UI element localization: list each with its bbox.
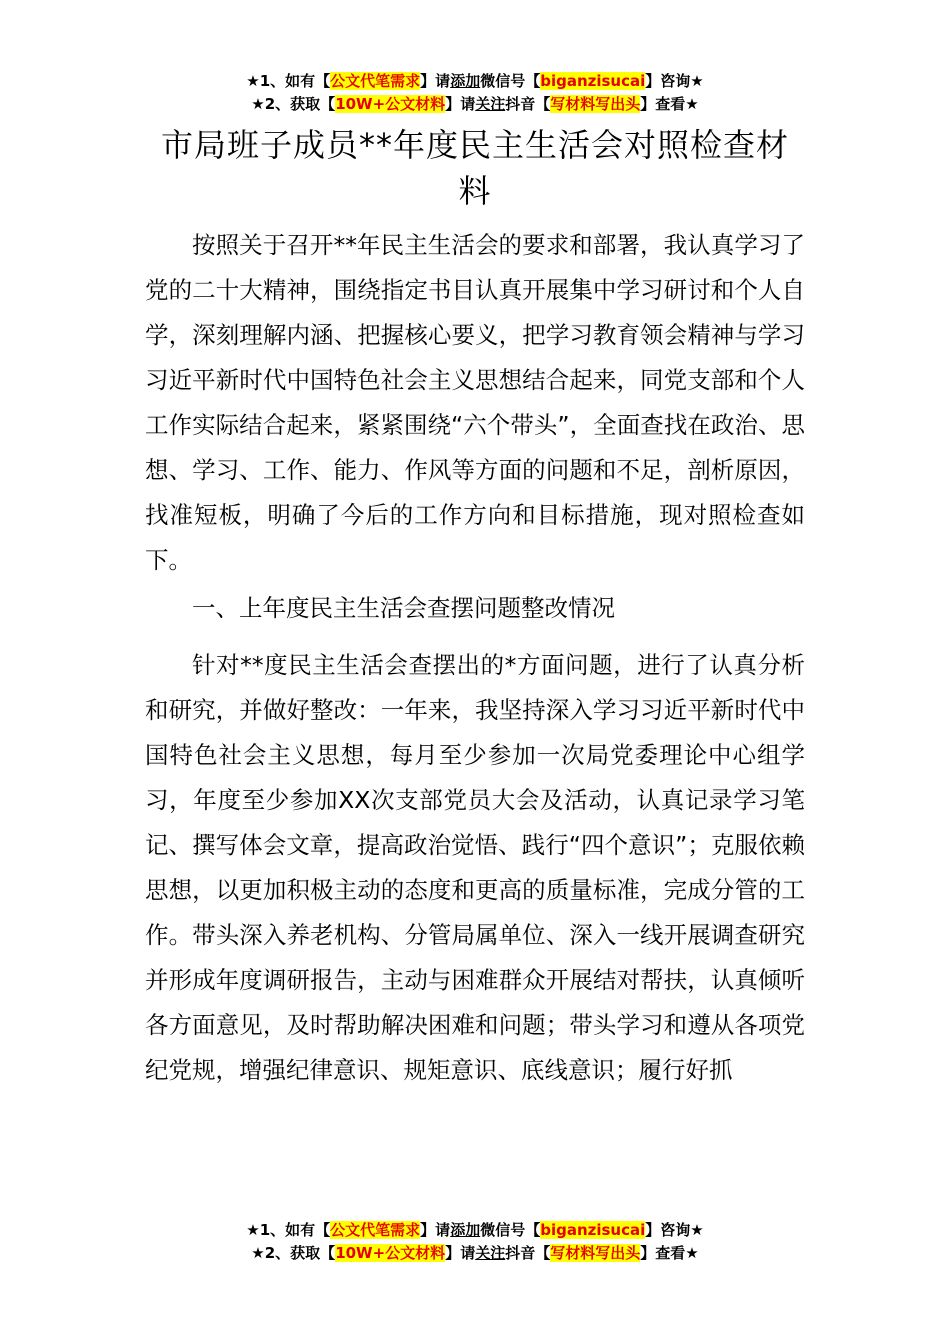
promo-text: ★2、获取【 (251, 1244, 336, 1262)
body-paragraph-intro (145, 223, 805, 583)
heading-text: 一、上年度民主生活会查摆问题整改情况 (192, 594, 615, 622)
promo-underlined: 添加 (450, 1221, 481, 1239)
promo-highlight: 公文代笔需求 (330, 1221, 421, 1239)
promo-line-1 (0, 70, 950, 93)
promo-text: 微信号【 (480, 72, 541, 90)
promo-text: ★1、如有【 (246, 1221, 331, 1239)
promo-text: 】咨询★ (645, 72, 704, 90)
promo-text: 】查看★ (640, 95, 699, 113)
header-promo-banner (0, 70, 950, 116)
footer-promo-banner (0, 1219, 950, 1265)
promo-highlight-wechat: biganzisucai (540, 1221, 646, 1239)
promo-text: 】查看★ (640, 1244, 699, 1262)
promo-underlined: 关注 (475, 95, 506, 113)
promo-highlight-douyin: 写材料写出头 (550, 95, 641, 113)
promo-text: 】请 (445, 95, 476, 113)
document-title: 市局班子成员**年度民主生活会对照检查材料 (160, 126, 789, 210)
promo-underlined: 添加 (450, 72, 481, 90)
promo-text: ★1、如有【 (246, 72, 331, 90)
promo-text: 】请 (445, 1244, 476, 1262)
promo-text: ★2、获取【 (251, 95, 336, 113)
promo-text: 】请 (420, 72, 451, 90)
body-paragraph-rectification (145, 643, 805, 1093)
promo-highlight: 公文代笔需求 (330, 72, 421, 90)
paragraph-text: 针对**度民主生活会查摆出的*方面问题，进行了认真分析和研究，并做好整改：一年来，我坚持深入学习习近平新时代中国特色社会主义思想，每月至少参加一次局党委理论中心组学习，年度至少参加XX次支部党员大会及活动，认真记录学习笔记、撰写体会文章，提高政治觉悟、践行“四个意识”；克服依赖思想，以更加积极主动的态度和更高的质量标准，完成分管的工作。带头深入养老机构、分管局属单位、深入一线开展调查研究并形成年度调研报告，主动与困难群众开展结对帮扶，认真倾听各方面意见，及时帮助解决困难和问题；带头学习和遵从各项党纪党规，增强纪律意识、规矩意识、底线意识；履行好抓 (145, 651, 805, 1084)
section-heading (145, 586, 805, 631)
promo-highlight: 10W+公文材料 (335, 95, 446, 113)
promo-line-2 (0, 1242, 950, 1265)
promo-highlight-wechat: biganzisucai (540, 72, 646, 90)
promo-text: 抖音【 (505, 95, 551, 113)
promo-line-1 (0, 1219, 950, 1242)
promo-text: 抖音【 (505, 1244, 551, 1262)
promo-line-2 (0, 93, 950, 116)
promo-text: 】请 (420, 1221, 451, 1239)
paragraph-text: 按照关于召开**年民主生活会的要求和部署，我认真学习了党的二十大精神，围绕指定书目认真开展集中学习研讨和个人自学，深刻理解内涵、把握核心要义，把学习教育领会精神与学习习近平新时代中国特色社会主义思想结合起来，同党支部和个人工作实际结合起来，紧紧围绕“六个带头”，全面查找在政治、思想、学习、工作、能力、作风等方面的问题和不足，剖析原因，找准短板，明确了今后的工作方向和目标措施，现对照检查如下。 (145, 231, 805, 574)
promo-highlight: 10W+公文材料 (335, 1244, 446, 1262)
promo-text: 】咨询★ (645, 1221, 704, 1239)
promo-text: 微信号【 (480, 1221, 541, 1239)
promo-underlined: 关注 (475, 1244, 506, 1262)
promo-highlight-douyin: 写材料写出头 (550, 1244, 641, 1262)
